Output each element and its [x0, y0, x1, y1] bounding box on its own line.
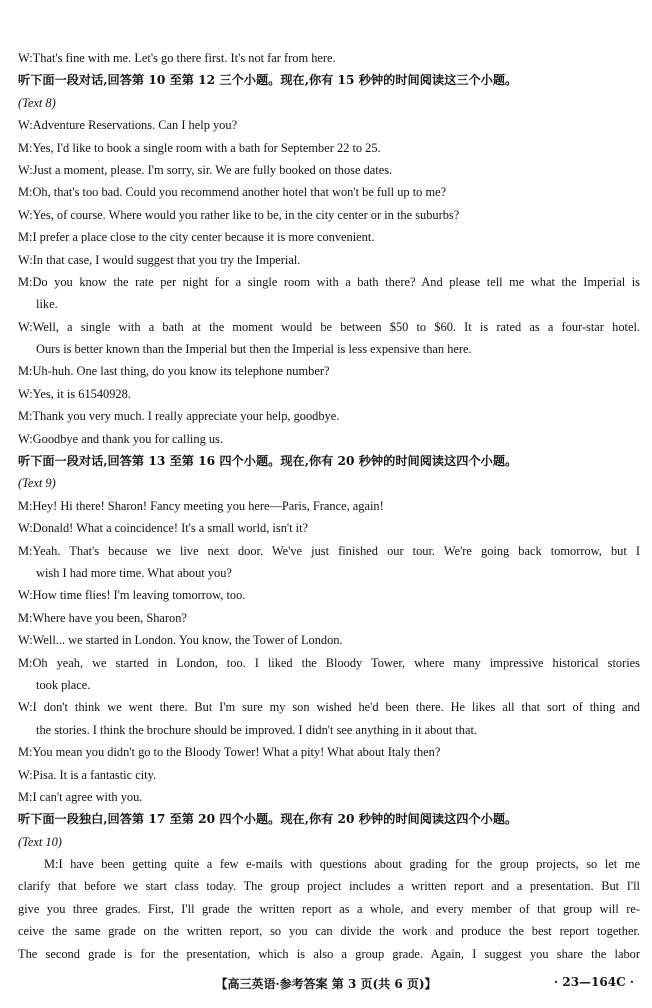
dialogue-line: W:In that case, I would suggest that you try the Imperial.	[18, 252, 301, 267]
dialogue-line: W:Donald! What a coincidence! It's a small world, isn't it?	[18, 521, 309, 536]
dialogue-line: M:Where have you been, Sharon?	[18, 610, 187, 625]
dialogue-line: M:I have been getting quite a few e-mails with questions about grading for the group projects, so let me	[44, 857, 640, 872]
dialogue-line: W:Adventure Reservations. Can I help you?	[18, 118, 238, 133]
dialogue-line: M:I can't agree with you.	[18, 789, 143, 804]
footer-doc-code: · 23—164C ·	[553, 975, 634, 989]
dialogue-line: M:Uh-huh. One last thing, do you know its telephone number?	[18, 364, 330, 379]
dialogue-line: clarify that before we start class today. The group project includes a written report and a presentation. But I'll	[18, 879, 640, 894]
dialogue-line: M:You mean you didn't go to the Bloody Tower! What a pity! What about Italy then?	[18, 745, 441, 760]
dialogue-line: M:Yes, I'd like to book a single room with a bath for September 22 to 25.	[18, 140, 381, 155]
dialogue-line: wish I had more time. What about you?	[36, 565, 232, 580]
document-body	[18, 47, 640, 965]
dialogue-line: like.	[36, 297, 58, 312]
dialogue-line: W:Just a moment, please. I'm sorry, sir. We are fully booked on those dates.	[18, 162, 393, 177]
dialogue-line: ceive the same grade on the written report, so you can divide the work and produce the best report together.	[18, 924, 640, 939]
dialogue-line: W:Yes, of course. Where would you rather like to be, in the city center or in the suburbs?	[18, 207, 460, 222]
dialogue-line: W:Goodbye and thank you for calling us.	[18, 431, 223, 446]
dialogue-line: M:Hey! Hi there! Sharon! Fancy meeting you here—Paris, France, again!	[18, 498, 384, 513]
text-label: (Text 10)	[18, 834, 62, 849]
text-label: (Text 9)	[18, 476, 56, 491]
section-instruction: 听下面一段独白,回答第 17 至第 20 四个小题。现在,你有 20 秒钟的时间阅读这四个小题。	[18, 812, 518, 827]
page-footer	[0, 975, 652, 995]
dialogue-line: M:Oh yeah, we started in London, too. I liked the Bloody Tower, where many impressive historical stories	[18, 655, 640, 670]
dialogue-line: W:Well, a single with a bath at the moment would be between $50 to $60. It is rated as a four-star hotel.	[18, 319, 640, 334]
section-instruction: 听下面一段对话,回答第 13 至第 16 四个小题。现在,你有 20 秒钟的时间阅读这四个小题。	[18, 454, 518, 469]
dialogue-line: the stories. I think the brochure should be improved. I didn't see anything in it about that.	[36, 722, 477, 737]
section-instruction: 听下面一段对话,回答第 10 至第 12 三个小题。现在,你有 15 秒钟的时间阅读这三个小题。	[18, 73, 518, 88]
dialogue-line: M:I prefer a place close to the city center because it is more convenient.	[18, 230, 375, 245]
dialogue-line: took place.	[36, 677, 91, 692]
dialogue-line: M:Do you know the rate per night for a single room with a bath there? And please tell me what the Imperial is	[18, 274, 640, 289]
dialogue-line: W:Pisa. It is a fantastic city.	[18, 767, 157, 782]
dialogue-line: give you three grades. First, I'll grade the written report as a whole, and every member of that group will re-	[18, 901, 640, 916]
dialogue-line: M:Thank you very much. I really appreciate your help, goodbye.	[18, 409, 340, 424]
dialogue-line: W:How time flies! I'm leaving tomorrow, too.	[18, 588, 246, 603]
dialogue-line: W:I don't think we went there. But I'm sure my son wished he'd been there. He likes all that sort of thing and	[18, 700, 640, 715]
dialogue-line: W:Well... we started in London. You know, the Tower of London.	[18, 633, 343, 648]
dialogue-line: M:Yeah. That's because we live next door. We've just finished our tour. We're going back tomorrow, but I	[18, 543, 640, 558]
text-label: (Text 8)	[18, 95, 56, 110]
dialogue-line: M:Oh, that's too bad. Could you recommend another hotel that won't be full up to me?	[18, 185, 447, 200]
footer-page-info: 【高三英语·参考答案 第 3 页(共 6 页)】	[215, 977, 437, 991]
dialogue-line: W:Yes, it is 61540928.	[18, 386, 131, 401]
dialogue-line: W:That's fine with me. Let's go there first. It's not far from here.	[18, 51, 336, 65]
dialogue-line: Ours is better known than the Imperial but then the Imperial is less expensive than here.	[36, 342, 472, 357]
dialogue-line: The second grade is for the presentation, which is also a group grade. Again, I suggest you share the labor	[18, 946, 640, 961]
